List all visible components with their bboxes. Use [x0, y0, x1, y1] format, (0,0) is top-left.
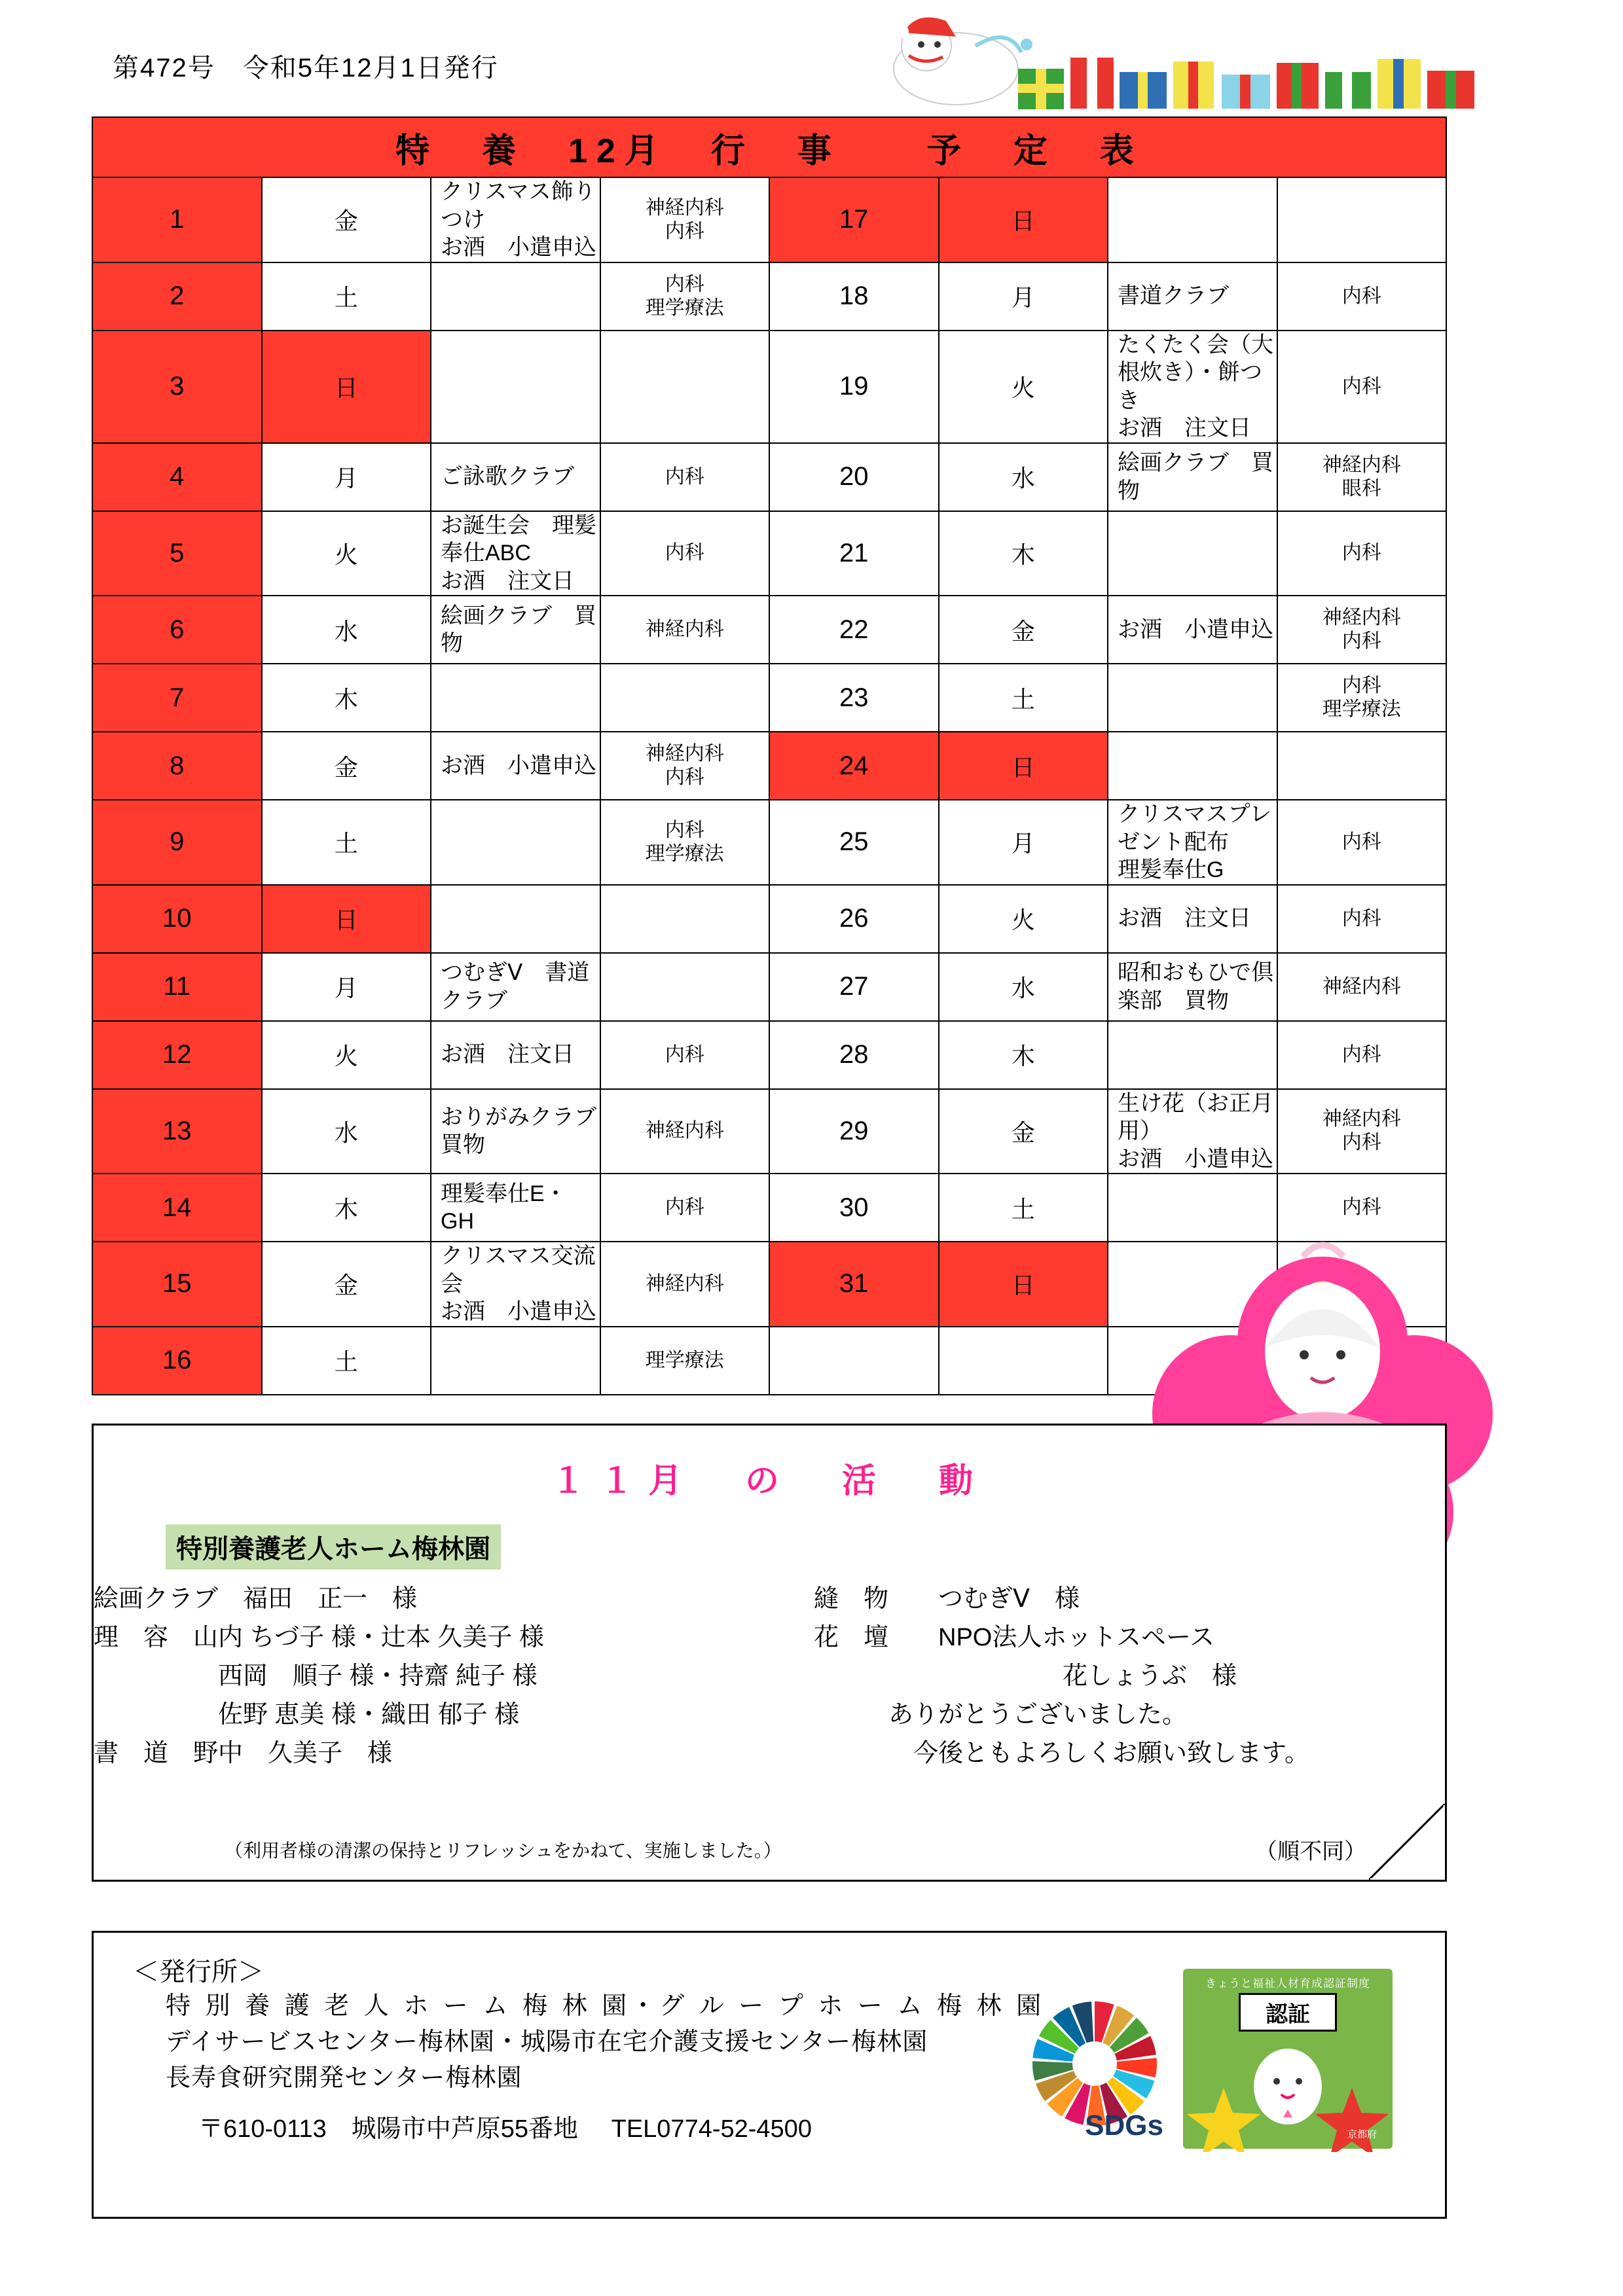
activity-line-right: 縫 物 つむぎⅤ 様: [814, 1585, 1080, 1613]
activity-line-left: 絵画クラブ 福田 正一 様: [94, 1585, 418, 1613]
calendar-day-number: 7: [92, 664, 262, 732]
calendar-day-of-week: 月: [262, 953, 431, 1021]
calendar-day-number: 31: [769, 1242, 939, 1327]
calendar-day-number: 18: [769, 262, 939, 331]
calendar-department-cell: 内科 理学療法: [600, 262, 770, 331]
calendar-day-of-week: 水: [262, 1089, 431, 1174]
calendar-day-number: 26: [769, 885, 939, 953]
activities-order-note: （順不同）: [1255, 1839, 1366, 1864]
activity-line-left: 佐野 恵美 様・織田 郁子 様: [94, 1700, 520, 1729]
table-row: [92, 732, 1446, 800]
activities-box: [92, 1424, 1447, 1882]
calendar-event-cell: お酒 小遣申込: [1108, 596, 1277, 664]
calendar-department-cell: [600, 331, 770, 443]
publisher-line-2: デイサービスセンター梅林園・城陽市在宅介護支援センター梅林園: [166, 2028, 928, 2056]
publisher-box: [92, 1931, 1447, 2219]
calendar-day-number: 21: [769, 511, 939, 596]
table-row: [92, 596, 1446, 664]
calendar-department-cell: 神経内科 内科: [1277, 1089, 1447, 1174]
calendar-day-of-week: 土: [262, 262, 431, 331]
calendar-event-cell: クリスマス飾りつけ お酒 小遣申込: [431, 177, 600, 262]
calendar-day-number: 12: [92, 1021, 262, 1089]
calendar-event-cell: 絵画クラブ 買物: [1108, 443, 1277, 511]
calendar-day-of-week: 金: [262, 177, 431, 262]
santa-gifts-decoration: [858, 7, 1512, 118]
table-row: [92, 443, 1446, 511]
calendar-event-cell: クリスマス交流会 お酒 小遣申込: [431, 1242, 600, 1327]
calendar-day-of-week: 金: [262, 732, 431, 800]
calendar-day-of-week: 木: [939, 1021, 1108, 1089]
calendar-day-of-week: 土: [262, 1327, 431, 1395]
calendar-day-number: 5: [92, 511, 262, 596]
calendar-event-cell: ご詠歌クラブ: [431, 443, 600, 511]
calendar-day-of-week: 土: [939, 664, 1108, 732]
sdgs-label: SDGs: [1085, 2109, 1163, 2142]
calendar-event-cell: 昭和おもひで倶楽部 買物: [1108, 953, 1277, 1021]
calendar-department-cell: [600, 885, 770, 953]
calendar-day-number: 15: [92, 1242, 262, 1327]
certification-mark: 認証: [1239, 1993, 1337, 2032]
calendar-event-cell: 理髪奉仕E・GH: [431, 1174, 600, 1242]
calendar-department-cell: 内科: [1277, 1174, 1447, 1242]
calendar-day-number: 23: [769, 664, 939, 732]
calendar-day-of-week: 金: [939, 1089, 1108, 1174]
calendar-day-of-week: 日: [939, 177, 1108, 262]
calendar-day-of-week: 金: [939, 596, 1108, 664]
calendar-day-number: 29: [769, 1089, 939, 1174]
publisher-line-1: 特 別 養 護 老 人 ホ ー ム 梅 林 園・グ ル ー プ ホ ー ム 梅 林 園: [166, 1992, 1046, 2020]
table-row: [92, 262, 1446, 331]
activity-line-left: 書 道 野中 久美子 様: [94, 1739, 393, 1767]
table-row: [92, 800, 1446, 885]
calendar-event-cell: [431, 800, 600, 885]
calendar-day-of-week: 水: [939, 443, 1108, 511]
calendar-department-cell: 内科: [600, 1174, 770, 1242]
calendar-event-cell: お酒 注文日: [431, 1021, 600, 1089]
calendar-day-number: 13: [92, 1089, 262, 1174]
calendar-event-cell: [1108, 732, 1277, 800]
calendar-empty-cell: [939, 1327, 1108, 1395]
calendar-day-number: 19: [769, 331, 939, 443]
calendar-day-number: 14: [92, 1174, 262, 1242]
calendar-department-cell: 理学療法: [600, 1327, 770, 1395]
calendar-department-cell: 内科: [1277, 1021, 1447, 1089]
calendar-day-of-week: 木: [262, 664, 431, 732]
event-calendar-table: [92, 117, 1447, 1395]
calendar-day-number: 22: [769, 596, 939, 664]
calendar-event-cell: 生け花（お正月用） お酒 小遣申込: [1108, 1089, 1277, 1174]
calendar-department-cell: 内科: [600, 443, 770, 511]
calendar-day-of-week: 日: [262, 885, 431, 953]
calendar-event-cell: お酒 注文日: [1108, 885, 1277, 953]
calendar-department-cell: 内科: [1277, 262, 1447, 331]
calendar-department-cell: 神経内科 内科: [600, 732, 770, 800]
calendar-day-of-week: 水: [262, 596, 431, 664]
calendar-department-cell: 神経内科: [600, 1242, 770, 1327]
table-row: [92, 953, 1446, 1021]
calendar-department-cell: 神経内科 内科: [600, 177, 770, 262]
calendar-department-cell: 内科: [600, 511, 770, 596]
calendar-day-of-week: 日: [939, 1242, 1108, 1327]
calendar-event-cell: おりがみクラブ 買物: [431, 1089, 600, 1174]
calendar-day-of-week: 月: [262, 443, 431, 511]
calendar-department-cell: 内科: [1277, 331, 1447, 443]
calendar-department-cell: 神経内科: [600, 1089, 770, 1174]
calendar-event-cell: 書道クラブ: [1108, 262, 1277, 331]
home-name-label: 特別養護老人ホーム梅林園: [166, 1524, 501, 1570]
corner-fold-icon: [1369, 1804, 1445, 1880]
calendar-day-of-week: 月: [939, 262, 1108, 331]
calendar-department-cell: [1277, 732, 1447, 800]
calendar-day-of-week: 火: [262, 511, 431, 596]
table-row: [92, 1021, 1446, 1089]
issue-line: 第472号 令和5年12月1日発行: [113, 54, 499, 82]
table-row: [92, 511, 1446, 596]
calendar-department-cell: 内科 理学療法: [600, 800, 770, 885]
table-row: [92, 331, 1446, 443]
calendar-event-cell: [431, 1327, 600, 1395]
activities-note: （利用者様の清潔の保持とリフレッシュをかねて、実施しました。）: [225, 1840, 782, 1861]
calendar-day-of-week: 火: [939, 331, 1108, 443]
table-row: [92, 885, 1446, 953]
calendar-title: 特 養 12月 行 事 予 定 表: [92, 117, 1446, 177]
calendar-department-cell: 神経内科: [1277, 953, 1447, 1021]
activity-line-right: ありがとうございました。: [814, 1700, 1188, 1729]
calendar-event-cell: [1108, 664, 1277, 732]
calendar-empty-cell: [769, 1327, 939, 1395]
calendar-container: [92, 117, 1447, 1395]
table-row: [92, 177, 1446, 262]
calendar-department-cell: 神経内科 内科: [1277, 596, 1447, 664]
calendar-event-cell: [431, 664, 600, 732]
calendar-day-number: 2: [92, 262, 262, 331]
calendar-event-cell: [1108, 177, 1277, 262]
activity-line-left: 理 容 山内 ちづ子 様・辻本 久美子 様: [94, 1623, 544, 1651]
calendar-event-cell: 絵画クラブ 買物: [431, 596, 600, 664]
calendar-department-cell: 内科: [600, 1021, 770, 1089]
calendar-day-number: 8: [92, 732, 262, 800]
activity-line-right: 花しょうぶ 様: [814, 1662, 1237, 1690]
calendar-event-cell: たくたく会（大根炊き）・餅つき お酒 注文日: [1108, 331, 1277, 443]
activity-line-right: 今後ともよろしくお願い致します。: [814, 1739, 1309, 1767]
calendar-event-cell: [431, 885, 600, 953]
calendar-day-number: 30: [769, 1174, 939, 1242]
calendar-department-cell: 内科: [1277, 800, 1447, 885]
calendar-day-of-week: 土: [939, 1174, 1108, 1242]
calendar-event-cell: お酒 小遣申込: [431, 732, 600, 800]
activities-title: １１月 の 活 動: [551, 1462, 987, 1500]
calendar-event-cell: お誕生会 理髪奉仕ABC お酒 注文日: [431, 511, 600, 596]
certification-badge: [1183, 1969, 1393, 2149]
calendar-day-of-week: 水: [939, 953, 1108, 1021]
table-row: [92, 1089, 1446, 1174]
calendar-day-number: 4: [92, 443, 262, 511]
calendar-department-cell: 内科: [1277, 511, 1447, 596]
table-row: [92, 664, 1446, 732]
calendar-event-cell: [431, 262, 600, 331]
calendar-day-of-week: 木: [939, 511, 1108, 596]
calendar-department-cell: [1277, 177, 1447, 262]
calendar-day-number: 25: [769, 800, 939, 885]
calendar-event-cell: [431, 331, 600, 443]
calendar-day-number: 10: [92, 885, 262, 953]
activity-line-right: 花 壇 NPO法人ホットスペース: [814, 1623, 1215, 1651]
calendar-event-cell: [1108, 1021, 1277, 1089]
calendar-department-cell: [600, 664, 770, 732]
calendar-department-cell: 内科: [1277, 885, 1447, 953]
calendar-day-of-week: 月: [939, 800, 1108, 885]
calendar-day-of-week: 土: [262, 800, 431, 885]
kyoto-label: 京都府: [1347, 2129, 1377, 2140]
calendar-day-number: 1: [92, 177, 262, 262]
publisher-line-3: 長寿食研究開発センター梅林園: [166, 2064, 522, 2092]
calendar-day-number: 28: [769, 1021, 939, 1089]
calendar-event-cell: [1108, 511, 1277, 596]
calendar-day-of-week: 火: [939, 885, 1108, 953]
calendar-day-number: 9: [92, 800, 262, 885]
calendar-department-cell: 神経内科: [600, 596, 770, 664]
calendar-day-of-week: 火: [262, 1021, 431, 1089]
calendar-day-of-week: 日: [939, 732, 1108, 800]
calendar-day-of-week: 金: [262, 1242, 431, 1327]
calendar-day-number: 6: [92, 596, 262, 664]
calendar-day-of-week: 日: [262, 331, 431, 443]
activity-line-left: 西岡 順子 様・持齋 純子 様: [94, 1662, 538, 1690]
calendar-day-number: 17: [769, 177, 939, 262]
calendar-department-cell: 内科 理学療法: [1277, 664, 1447, 732]
certification-top-text: きょうと福祉人材育成認証制度: [1205, 1977, 1370, 1990]
calendar-event-cell: つむぎⅤ 書道クラブ: [431, 953, 600, 1021]
calendar-day-number: 20: [769, 443, 939, 511]
address-text: 〒610-0113 城陽市中芦原55番地: [198, 2115, 579, 2144]
calendar-department-cell: 神経内科 眼科: [1277, 443, 1447, 511]
activities-right-column: [814, 1580, 1442, 1772]
calendar-day-number: 3: [92, 331, 262, 443]
calendar-day-number: 24: [769, 732, 939, 800]
calendar-event-cell: クリスマスプレゼント配布 理髪奉仕G: [1108, 800, 1277, 885]
calendar-department-cell: [600, 953, 770, 1021]
calendar-day-number: 27: [769, 953, 939, 1021]
calendar-day-of-week: 木: [262, 1174, 431, 1242]
activities-left-column: [94, 1580, 814, 1772]
calendar-day-number: 11: [92, 953, 262, 1021]
telephone-text: TEL0774-52-4500: [611, 2115, 812, 2144]
calendar-day-number: 16: [92, 1327, 262, 1395]
publisher-title: ＜発行所＞: [133, 1958, 264, 1986]
